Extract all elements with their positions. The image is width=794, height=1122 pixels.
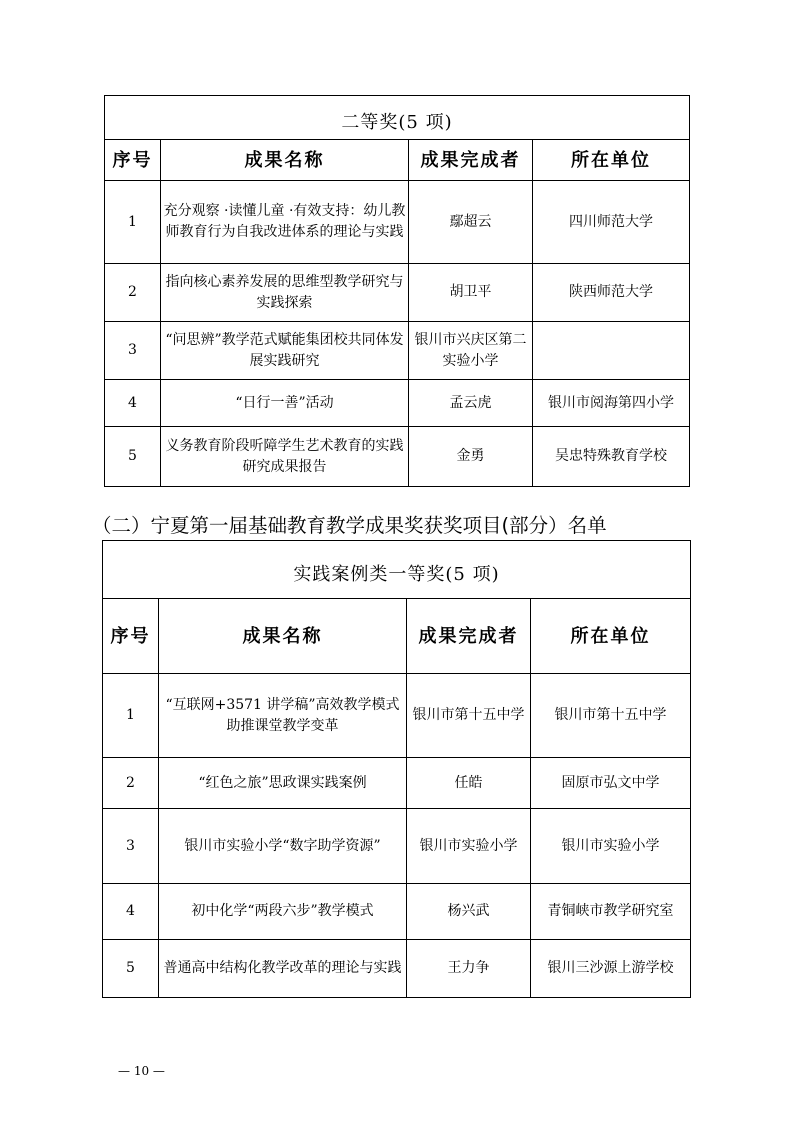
row-author: 银川市实验小学: [407, 809, 531, 884]
row-index: 2: [103, 758, 159, 809]
award-table-second-prize: [104, 95, 690, 487]
table-row: [103, 884, 691, 940]
row-author: 金勇: [409, 427, 533, 487]
row-unit: 青铜峡市教学研究室: [531, 884, 691, 940]
row-unit: 吴忠特殊教育学校: [533, 427, 690, 487]
row-title: 指向核心素养发展的思维型教学研究与实践探索: [161, 264, 409, 322]
row-title: “互联网+3571 讲学稿”高效教学模式助推课堂教学变革: [159, 674, 407, 758]
row-author: 鄢超云: [409, 181, 533, 264]
row-author: 胡卫平: [409, 264, 533, 322]
award-table-practice-first-prize: [102, 540, 691, 998]
table-row: [103, 674, 691, 758]
row-unit: 四川师范大学: [533, 181, 690, 264]
row-title: 义务教育阶段听障学生艺术教育的实践研究成果报告: [161, 427, 409, 487]
header-index: 序号: [103, 599, 159, 674]
row-title: “红色之旅”思政课实践案例: [159, 758, 407, 809]
row-index: 4: [105, 380, 161, 427]
row-unit: 固原市弘文中学: [531, 758, 691, 809]
row-unit: 陕西师范大学: [533, 264, 690, 322]
table-row: [105, 181, 690, 264]
row-title: “问思辨”教学范式赋能集团校共同体发展实践研究: [161, 322, 409, 380]
row-unit: 银川市第十五中学: [531, 674, 691, 758]
row-author: 王力争: [407, 940, 531, 998]
page-number: — 10 —: [118, 1064, 165, 1078]
header-author: 成果完成者: [407, 599, 531, 674]
row-index: 5: [103, 940, 159, 998]
table-row: [105, 427, 690, 487]
row-unit: 银川市实验小学: [531, 809, 691, 884]
row-author: 任皓: [407, 758, 531, 809]
header-title: 成果名称: [159, 599, 407, 674]
section-heading: （二）宁夏第一届基础教育教学成果奖获奖项目(部分）名单: [92, 514, 607, 537]
header-unit: 所在单位: [533, 140, 690, 181]
row-author: 孟云虎: [409, 380, 533, 427]
row-unit: [533, 322, 690, 380]
row-title: 普通高中结构化教学改革的理论与实践: [159, 940, 407, 998]
row-index: 1: [105, 181, 161, 264]
header-title: 成果名称: [161, 140, 409, 181]
row-author: 银川市兴庆区第二实验小学: [409, 322, 533, 380]
row-index: 5: [105, 427, 161, 487]
table-row: [103, 758, 691, 809]
row-author: 银川市第十五中学: [407, 674, 531, 758]
row-author: 杨兴武: [407, 884, 531, 940]
table-row: [103, 809, 691, 884]
row-title: 充分观察 ·读懂儿童 ·有效支持：幼儿教师教育行为自我改进体系的理论与实践: [161, 181, 409, 264]
table-row: [103, 940, 691, 998]
row-unit: 银川市阅海第四小学: [533, 380, 690, 427]
table-row: [105, 322, 690, 380]
row-index: 3: [103, 809, 159, 884]
row-index: 2: [105, 264, 161, 322]
table-row: [105, 264, 690, 322]
header-author: 成果完成者: [409, 140, 533, 181]
row-index: 3: [105, 322, 161, 380]
row-title: 初中化学“两段六步”教学模式: [159, 884, 407, 940]
table-caption: 二等奖(5 项): [105, 96, 690, 140]
header-unit: 所在单位: [531, 599, 691, 674]
row-title: 银川市实验小学“数字助学资源”: [159, 809, 407, 884]
row-index: 1: [103, 674, 159, 758]
row-index: 4: [103, 884, 159, 940]
table-caption: 实践案例类一等奖(5 项): [103, 541, 691, 599]
header-index: 序号: [105, 140, 161, 181]
row-title: “日行一善”活动: [161, 380, 409, 427]
table-row: [105, 380, 690, 427]
row-unit: 银川三沙源上游学校: [531, 940, 691, 998]
